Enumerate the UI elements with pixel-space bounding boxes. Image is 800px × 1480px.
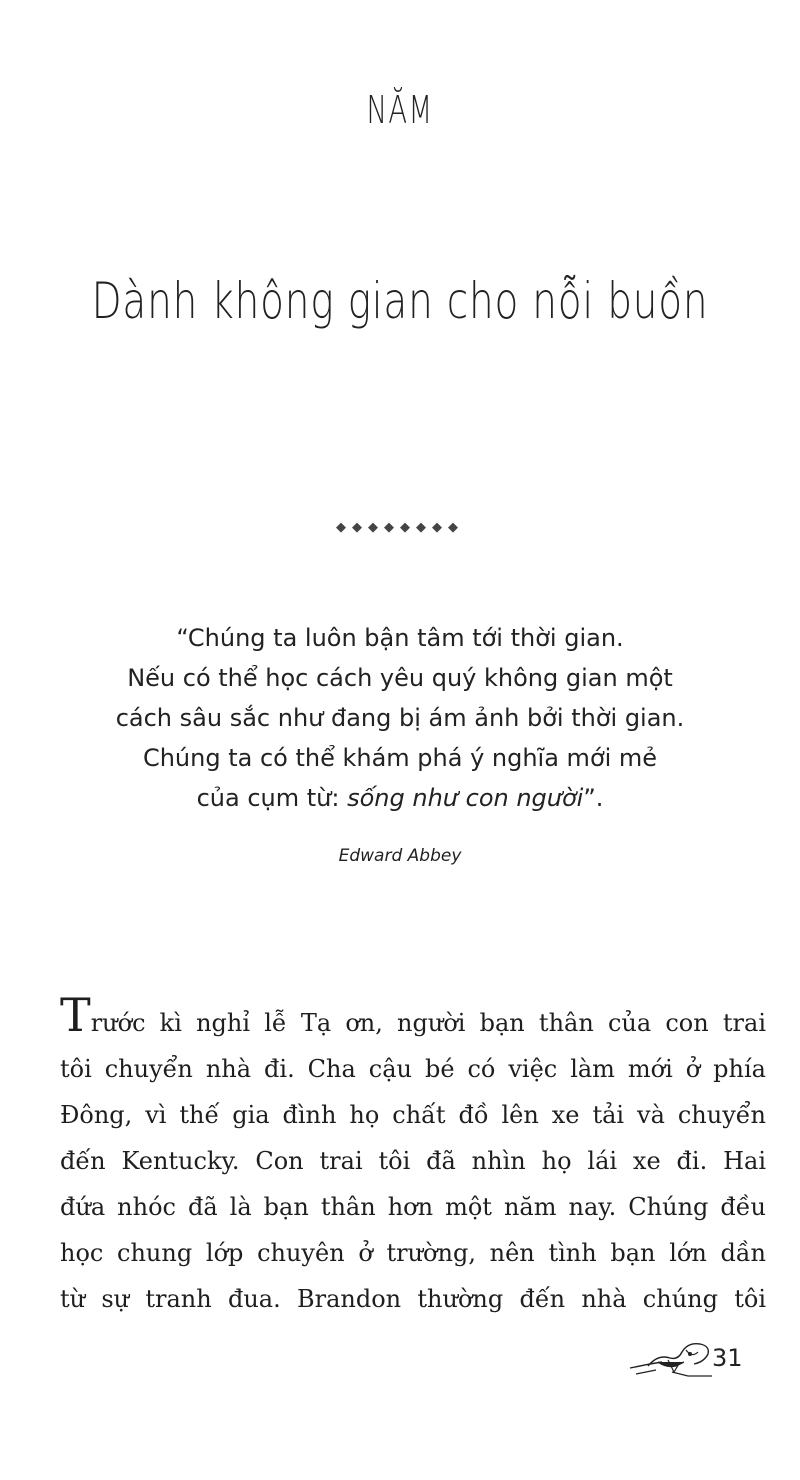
epigraph-line: Chúng ta có thể khám phá ý nghĩa mới mẻ	[142, 744, 658, 772]
drop-cap: T	[60, 988, 91, 1042]
body-paragraph	[60, 988, 766, 1322]
epigraph-last-prefix: của cụm từ:	[196, 784, 348, 812]
epigraph-line: cách sâu sắc như đang bị ám ảnh bởi thời gian.	[115, 704, 685, 732]
body-line: đến Kentucky. Con trai tôi đã nhìn họ lái xe đi. Hai	[60, 1147, 766, 1175]
footer-bird-icon	[628, 1332, 714, 1384]
body-line: từ sự tranh đua. Brandon thường đến nhà chúng tôi	[60, 1285, 766, 1313]
chapter-number: NĂM	[366, 88, 434, 132]
body-line: Đông, vì thế gia đình họ chất đồ lên xe tải và chuyển	[60, 1101, 766, 1129]
body-line: đứa nhóc đã là bạn thân hơn một năm nay. Chúng đều	[60, 1193, 766, 1221]
section-ornament: ◆◆◆◆◆◆◆◆	[336, 520, 464, 535]
epigraph-attribution: Edward Abbey	[338, 846, 462, 866]
epigraph-last-line	[60, 778, 740, 818]
body-first-line-text: rước kì nghỉ lễ Tạ ơn, người bạn thân của con trai	[90, 1009, 766, 1037]
epigraph-line: Nếu có thể học cách yêu quý không gian một	[127, 664, 673, 692]
epigraph-last-suffix: ”.	[583, 784, 604, 812]
chapter-title: Dành không gian cho nỗi buồn	[91, 272, 709, 330]
epigraph-emphasis: sống như con người	[347, 784, 584, 812]
page-number: 31	[712, 1344, 743, 1372]
body-line: học chung lớp chuyên ở trường, nên tình bạn lớn dần	[60, 1239, 766, 1267]
epigraph-line: “Chúng ta luôn bận tâm tới thời gian.	[176, 624, 624, 652]
body-line: tôi chuyển nhà đi. Cha cậu bé có việc làm mới ở phía	[60, 1055, 766, 1083]
epigraph-quote	[60, 618, 740, 818]
body-first-line	[60, 988, 766, 1046]
